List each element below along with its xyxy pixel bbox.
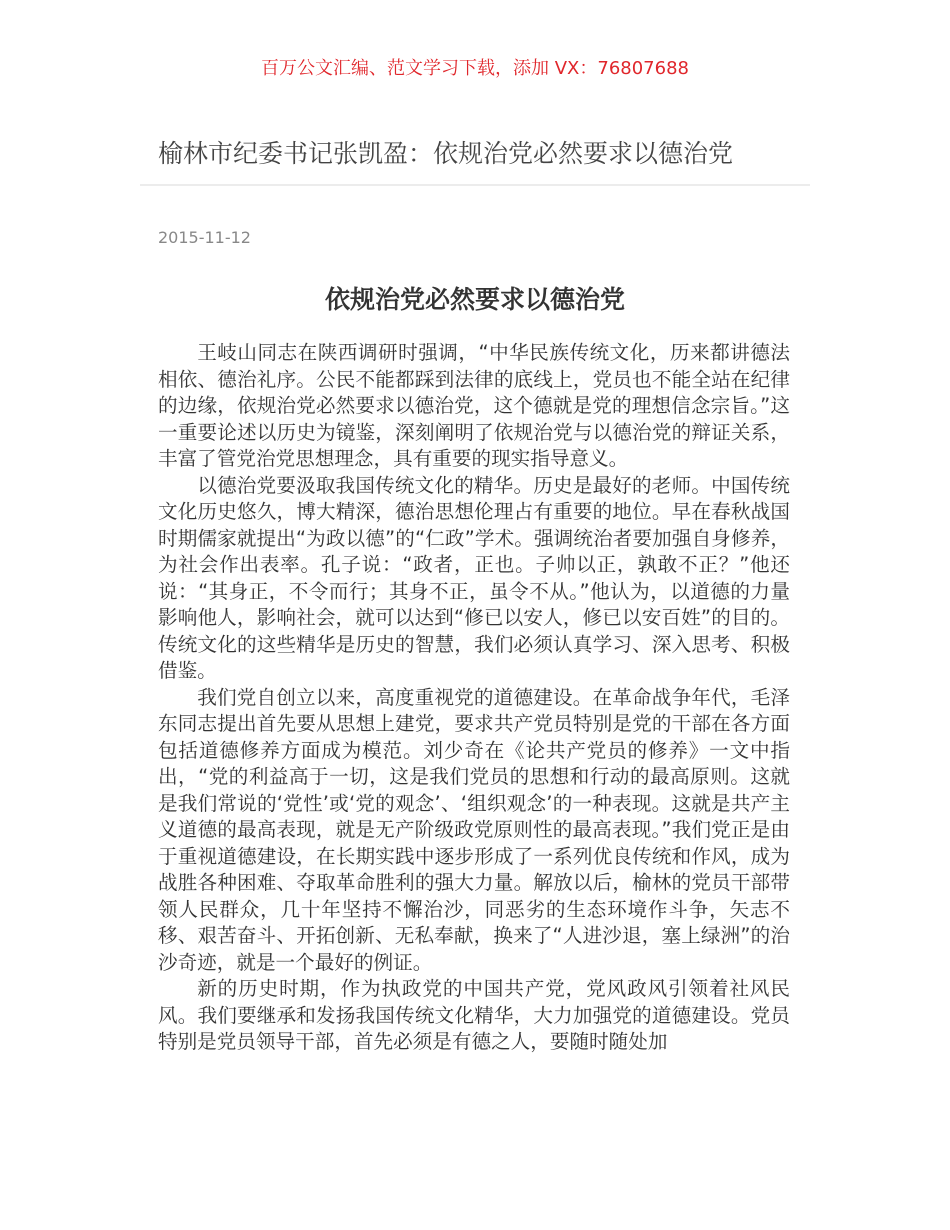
watermark-banner: 百万公文汇编、范文学习下载，添加 VX：76807688 <box>261 58 689 79</box>
article-paragraph: 以德治党要汲取我国传统文化的精华。历史是最好的老师。中国传统文化历史悠久，博大精深，德治思想伦理占有重要的地位。早在春秋战国时期儒家就提出“为政以德”的“仁政”学术。强调统治者要加强自身修养，为社会作出表率。孔子说：“政者，正也。子帅以正，孰敢不正？”他还说：“其身正，不令而行；其身不正，虽令不从。”他认为，以道德的力量影响他人，影响社会，就可以达到“修已以安人，修已以安百姓”的目的。传统文化的这些精华是历史的智慧，我们必须认真学习、深入思考、积极借鉴。 <box>158 473 790 682</box>
title-divider <box>140 184 810 186</box>
article-paragraph: 王岐山同志在陕西调研时强调，“中华民族传统文化，历来都讲德法相依、德治礼序。公民不能都踩到法律的底线上，党员也不能全站在纪律的边缘，依规治党必然要求以德治党，这个德就是党的理想信念宗旨。”这一重要论述以历史为镜鉴，深刻阐明了依规治党与以德治党的辩证关系，丰富了管党治党思想理念，具有重要的现实指导意义。 <box>158 341 790 470</box>
article-paragraph: 新的历史时期，作为执政党的中国共产党，党风政风引领着社风民风。我们要继承和发扬我国传统文化精华，大力加强党的道德建设。党员特别是党员领导干部，首先必须是有德之人，要随时随处加 <box>158 977 790 1053</box>
article-heading: 依规治党必然要求以德治党 <box>324 285 625 314</box>
article-body <box>158 340 790 1056</box>
article-paragraph: 我们党自创立以来，高度重视党的道德建设。在革命战争年代，毛泽东同志提出首先要从思想上建党，要求共产党员特别是党的干部在各方面包括道德修养方面成为模范。刘少奇在《论共产党员的修养》一文中指出，“党的利益高于一切，这是我们党员的思想和行动的最高原则。这就是我们常说的‘党性’或‘党的观念’、‘组织观念’的一种表现。这就是共产主义道德的最高表现，就是无产阶级政党原则性的最高表现。”我们党正是由于重视道德建设，在长期实践中逐步形成了一系列优良传统和作风，成为战胜各种困难、夺取革命胜利的强大力量。解放以后，榆林的党员干部带领人民群众，几十年坚持不懈治沙，同恶劣的生态环境作斗争，矢志不移、艰苦奋斗、开拓创新、无私奉献，换来了“人进沙退，塞上绿洲”的治沙奇迹，就是一个最好的例证。 <box>158 685 790 974</box>
post-date: 2015-11-12 <box>158 228 251 247</box>
page-title: 榆林市纪委书记张凯盈：依规治党必然要求以德治党 <box>158 139 734 168</box>
